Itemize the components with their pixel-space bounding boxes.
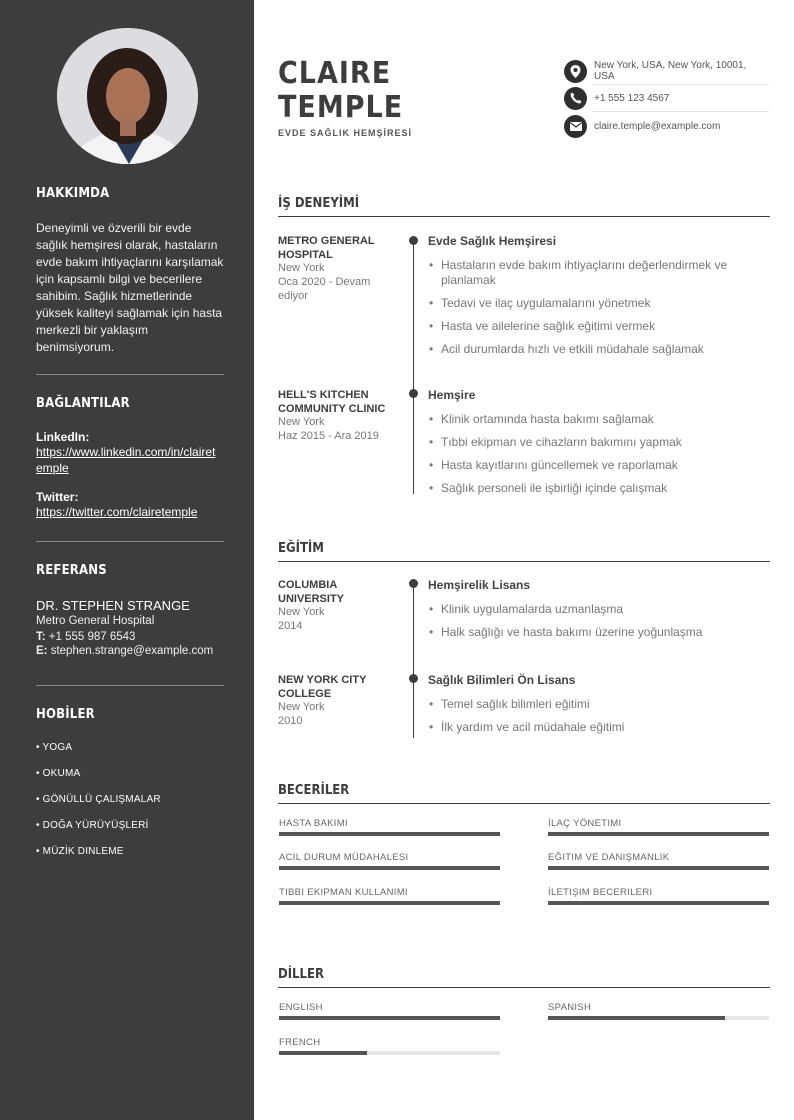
job-org: HELL'S KITCHEN COMMUNITY CLINIC — [278, 389, 386, 415]
skill-bar — [279, 866, 500, 870]
skill-label: İLAÇ YÖNETIMI — [548, 818, 622, 829]
skill-label: İLETIŞIM BECERILERI — [548, 887, 653, 898]
hobby-item: • DOĞA YÜRÜYÜŞLERİ — [36, 820, 149, 831]
skill-bar-fill — [279, 901, 500, 905]
hobbies-heading: HOBİLER — [36, 707, 95, 722]
twitter-url[interactable]: https://twitter.com/clairetemple — [36, 505, 198, 519]
edu-bullet: • İlk yardım ve acil müdahale eğitimi — [429, 720, 759, 735]
phone-text: +1 555 123 4567 — [594, 92, 670, 104]
edu-bullet: • Halk sağlığı ve hasta bakımı üzerine yoğunlaşma — [429, 625, 759, 640]
skill-item — [279, 887, 500, 898]
linkedin-url[interactable]: https://www.linkedin.com/in/clairetemple — [36, 445, 216, 475]
reference-phone: +1 555 987 6543 — [48, 631, 136, 643]
skills-heading: BECERİLER — [278, 783, 350, 798]
job-org: METRO GENERAL HOSPITAL — [278, 235, 375, 261]
languages-heading: DİLLER — [278, 967, 324, 982]
language-bar-fill — [548, 1016, 725, 1020]
hobby-item: • OKUMA — [36, 768, 81, 779]
edu-degree: Sağlık Bilimleri Ön Lisans — [428, 673, 576, 687]
email-text[interactable]: claire.temple@example.com — [594, 120, 721, 132]
edu-bullet: • Temel sağlık bilimleri eğitimi — [429, 697, 759, 712]
timeline-dot — [409, 236, 418, 245]
sidebar — [0, 0, 254, 1120]
job-bullet: • Tedavi ve ilaç uygulamalarını yönetmek — [429, 296, 759, 311]
email-icon — [564, 115, 587, 138]
skill-label: EĞITIM VE DANIŞMANLIK — [548, 852, 670, 863]
skill-label: TIBBI EKIPMAN KULLANIMI — [279, 887, 408, 898]
skill-bar — [548, 901, 769, 905]
reference-email: stephen.strange@example.com — [50, 645, 214, 657]
skill-bar-fill — [548, 832, 769, 836]
reference-heading: REFERANS — [36, 563, 107, 578]
skill-bar — [279, 832, 500, 836]
hobby-item: • GÖNÜLLÜ ÇALIŞMALAR — [36, 794, 161, 805]
first-name: CLAIRE — [278, 56, 392, 91]
location-pin-icon — [564, 60, 587, 83]
job-role: Evde Sağlık Hemşiresi — [428, 234, 557, 248]
skill-label: ACIL DURUM MÜDAHALESI — [279, 852, 409, 863]
section-rule — [278, 987, 770, 988]
skill-bar — [548, 832, 769, 836]
about-heading: HAKKIMDA — [36, 186, 110, 201]
language-bar — [279, 1051, 500, 1055]
job-bullet: • Tıbbi ekipman ve cihazların bakımını yapmak — [429, 435, 759, 450]
edu-org: COLUMBIA UNIVERSITY — [278, 579, 345, 605]
reference-block — [36, 598, 226, 657]
job-bullet: • Sağlık personeli ile işbirliği içinde çalışmak — [429, 481, 759, 496]
language-label: FRENCH — [279, 1037, 321, 1048]
skill-item — [279, 852, 500, 863]
job-bullet: • Hasta kayıtlarını güncellemek ve raporlamak — [429, 458, 759, 473]
language-item — [279, 1002, 500, 1013]
timeline-dot — [409, 579, 418, 588]
timeline-dot — [409, 389, 418, 398]
job-title: EVDE SAĞLIK HEMŞİRESİ — [278, 128, 413, 138]
linkedin-label: LinkedIn: — [36, 430, 90, 444]
job-bullet: • Klinik ortamında hasta bakımı sağlamak — [429, 412, 759, 427]
profile-photo — [57, 28, 198, 164]
contact-email — [564, 113, 769, 139]
language-item — [279, 1037, 500, 1048]
job-city: New York — [278, 262, 325, 274]
skill-bar-fill — [548, 901, 769, 905]
language-bar-fill — [279, 1016, 500, 1020]
linkedin-link-block — [36, 430, 218, 476]
hobby-item: • MÜZİK DINLEME — [36, 846, 124, 857]
skill-bar — [279, 901, 500, 905]
contact-divider — [592, 111, 769, 112]
skill-item — [548, 852, 769, 863]
language-bar — [548, 1016, 769, 1020]
hobby-item: • YOGA — [36, 742, 73, 753]
job-bullet: • Hasta ve ailelerine sağlık eğitimi vermek — [429, 319, 759, 334]
last-name: TEMPLE — [278, 90, 404, 125]
language-bar-fill — [279, 1051, 367, 1055]
education-heading: EĞİTİM — [278, 541, 324, 556]
job-dates: Oca 2020 - Devam ediyor — [278, 276, 371, 302]
contact-address — [564, 58, 769, 84]
timeline-dot — [409, 674, 418, 683]
experience-heading: İŞ DENEYİMİ — [278, 196, 360, 211]
language-item — [548, 1002, 769, 1013]
reference-phone-row — [36, 631, 226, 643]
edu-city: New York — [278, 606, 325, 618]
edu-org: NEW YORK CITY COLLEGE — [278, 674, 367, 700]
phone-icon — [564, 87, 587, 110]
reference-email-label: E: — [36, 645, 48, 657]
job-bullet: • Acil durumlarda hızlı ve etkili müdahale sağlamak — [429, 342, 759, 357]
skill-item — [548, 818, 769, 829]
edu-year: 2014 — [278, 620, 303, 632]
reference-phone-label: T: — [36, 631, 46, 643]
skill-item — [279, 818, 500, 829]
skill-bar-fill — [548, 866, 769, 870]
edu-city: New York — [278, 701, 325, 713]
skill-label: HASTA BAKIMI — [279, 818, 348, 829]
language-label: SPANISH — [548, 1002, 592, 1013]
reference-org: Metro General Hospital — [36, 615, 155, 627]
skill-bar-fill — [279, 832, 500, 836]
job-city: New York — [278, 416, 325, 428]
divider — [36, 685, 224, 686]
job-bullet: • Hastaların evde bakım ihtiyaçlarını değerlendirmek ve planlamak — [429, 258, 759, 288]
skill-bar — [548, 866, 769, 870]
reference-name: DR. STEPHEN STRANGE — [36, 598, 190, 613]
links-heading: BAĞLANTILAR — [36, 396, 130, 411]
skill-item — [548, 887, 769, 898]
language-label: ENGLISH — [279, 1002, 323, 1013]
twitter-label: Twitter: — [36, 490, 79, 504]
section-rule — [278, 803, 770, 804]
skill-bar-fill — [279, 866, 500, 870]
twitter-link-block — [36, 490, 218, 520]
education-timeline — [413, 584, 414, 738]
divider — [36, 374, 224, 375]
edu-year: 2010 — [278, 715, 303, 727]
edu-degree: Hemşirelik Lisans — [428, 578, 531, 592]
language-bar — [279, 1016, 500, 1020]
section-rule — [278, 561, 770, 562]
reference-email-row — [36, 645, 226, 657]
section-rule — [278, 216, 770, 217]
candidate-name — [278, 57, 403, 125]
about-text: Deneyimli ve özverili bir evde sağlık hemşiresi olarak, hastaların evde bakım ihtiyaçlarını karşılamak için kapsamlı bilgi ve becerilere sahibim. Sağlık hizmetlerinde yüksek kaliteyi sağlamak için hasta merkezli bir yaklaşım benimsiyorum. — [36, 221, 224, 354]
experience-timeline — [413, 240, 414, 494]
divider — [36, 541, 224, 542]
edu-bullet: • Klinik uygulamalarda uzmanlaşma — [429, 602, 759, 617]
contact-phone — [564, 85, 769, 111]
job-role: Hemşire — [428, 388, 476, 402]
job-dates: Haz 2015 - Ara 2019 — [278, 430, 379, 442]
address-text: New York, USA, New York, 10001, USA — [594, 60, 747, 82]
